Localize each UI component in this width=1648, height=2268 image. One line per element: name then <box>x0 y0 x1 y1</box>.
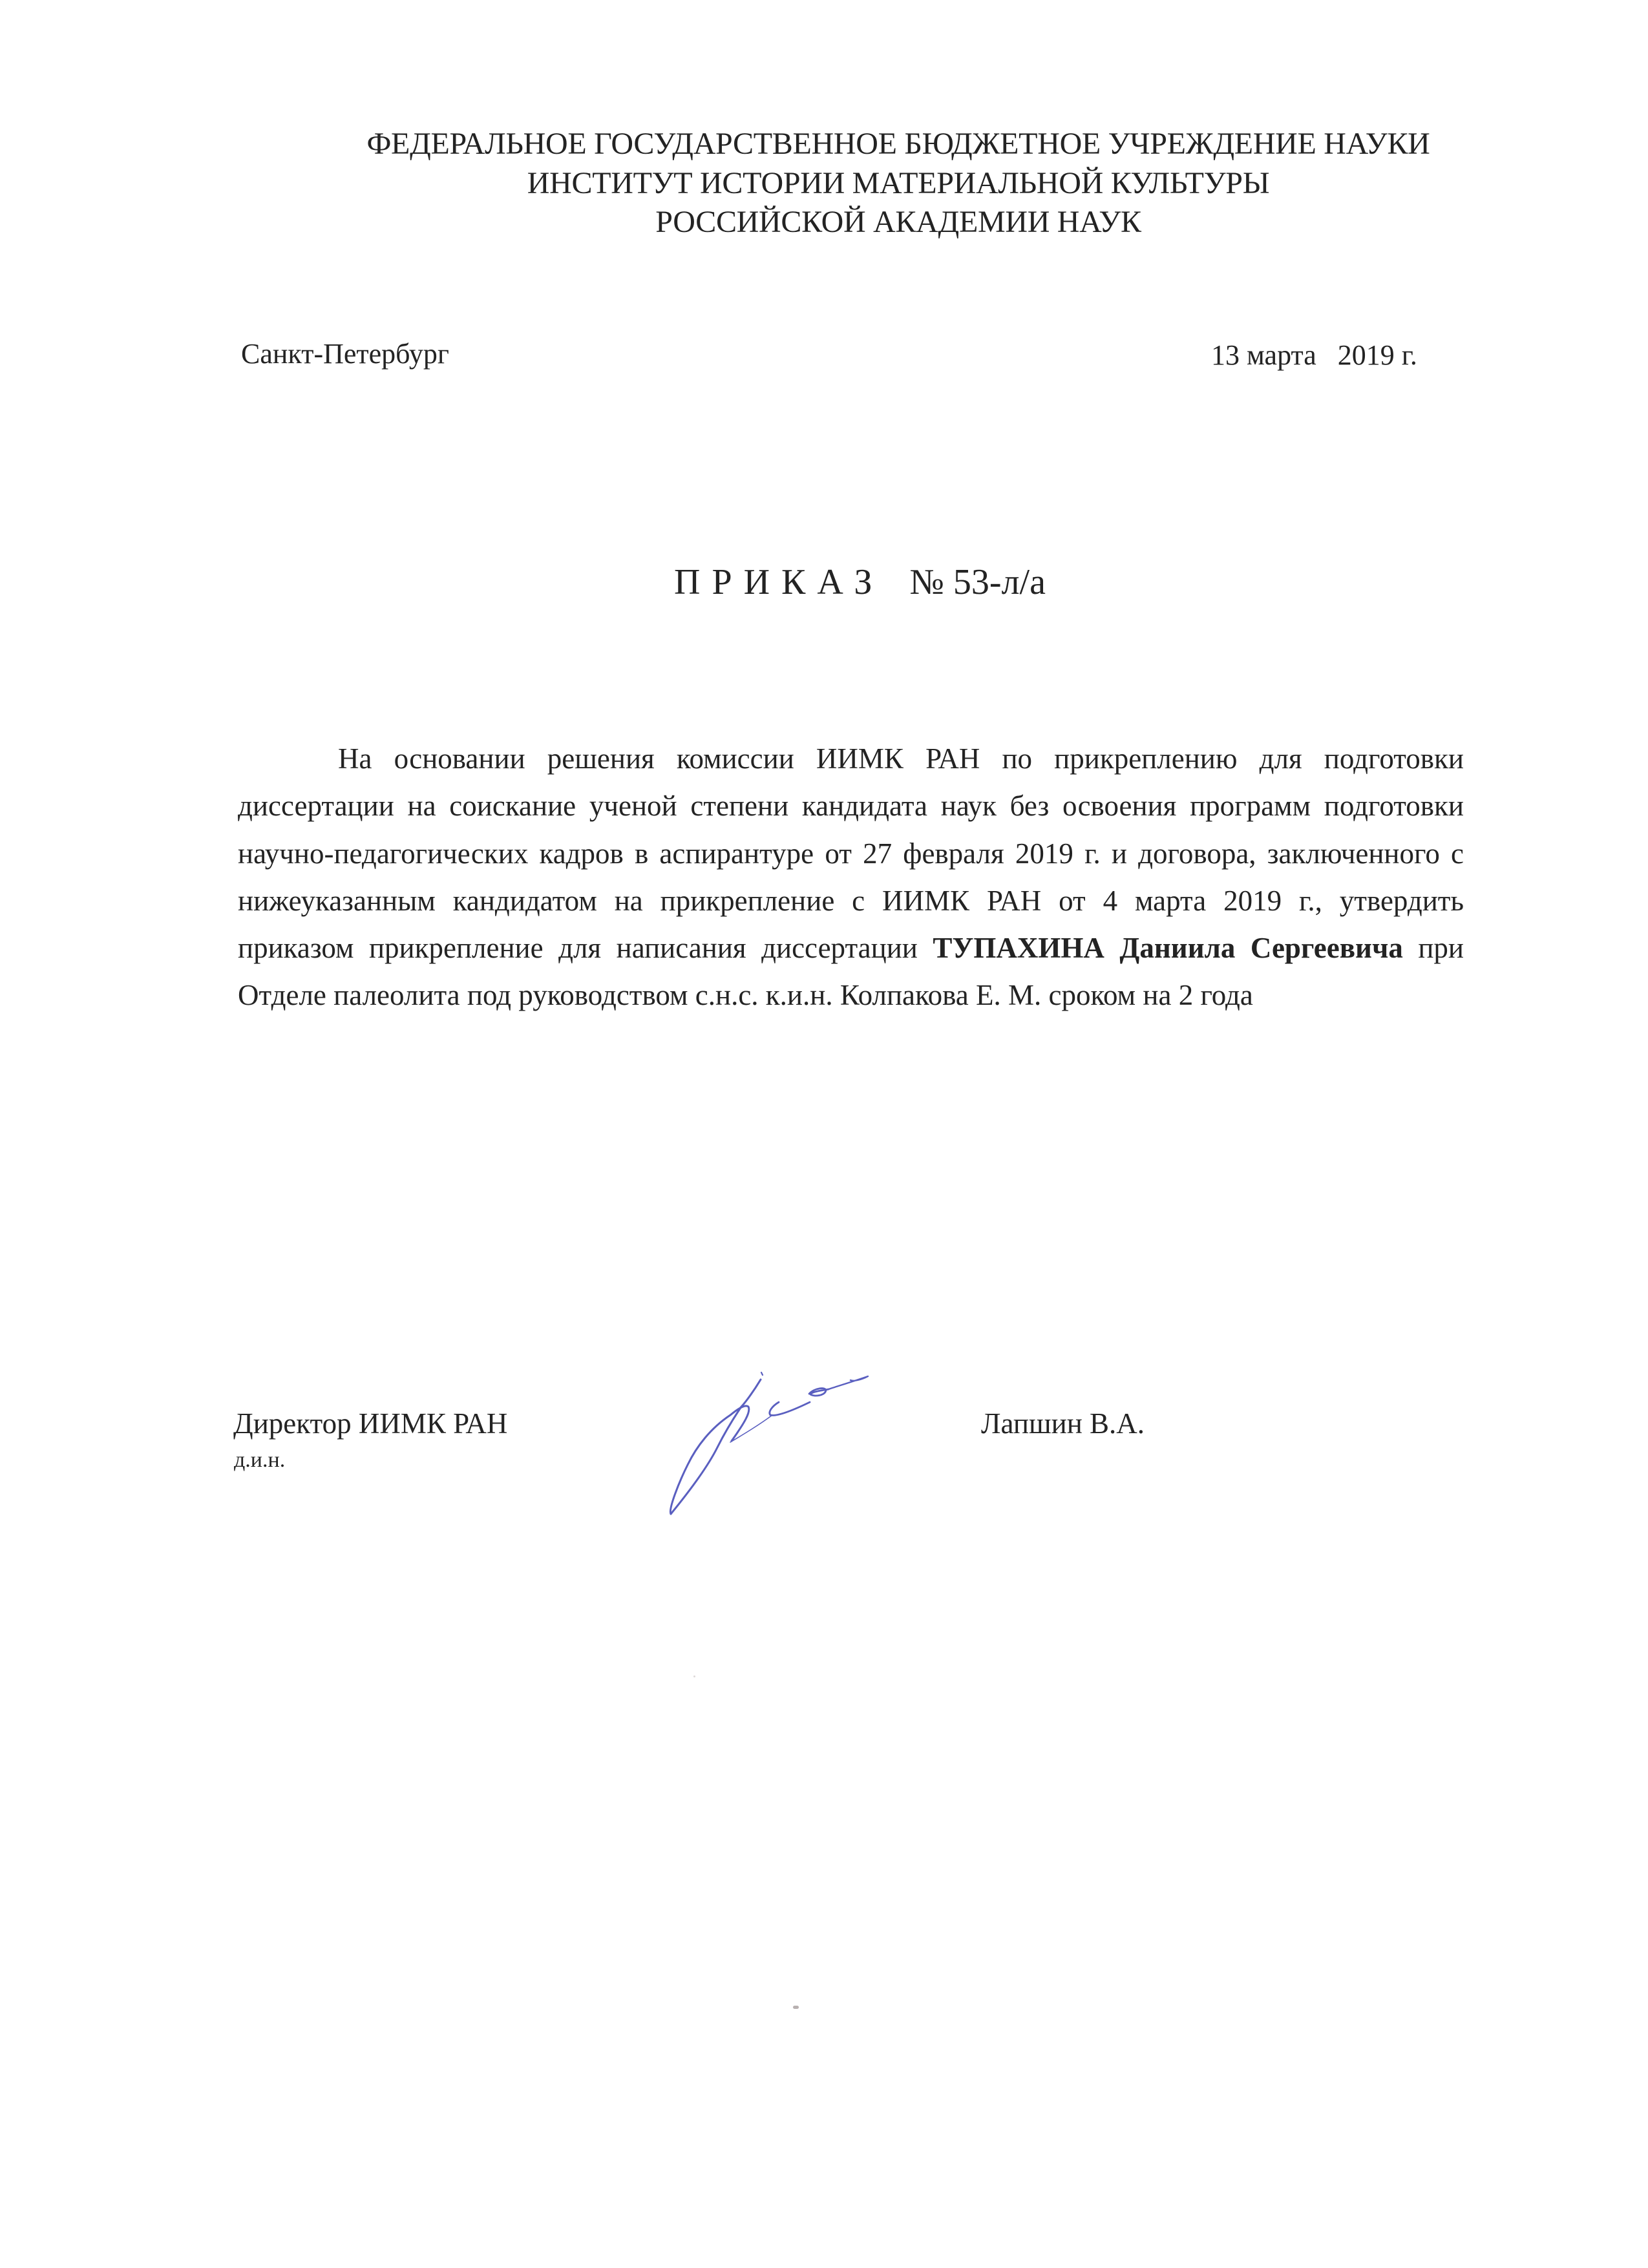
institution-header <box>317 125 1480 242</box>
signature-stroke-connector <box>730 1415 772 1442</box>
scan-speck <box>793 2006 799 2009</box>
header-line-3: РОССИЙСКОЙ АКАДЕМИИ НАУК <box>655 205 1141 239</box>
order-heading <box>674 561 1046 604</box>
signature-stroke-c <box>770 1402 810 1415</box>
signatory-degree: д.и.н. <box>234 1448 286 1472</box>
handwritten-signature <box>659 1363 879 1531</box>
signature-stroke-main <box>671 1380 761 1514</box>
body-intro: На основании решения комиссии ИИМК РАН по прикреплению для подготовки диссертации на соискание ученой степени кандидата наук без освоения программ подготовки научно-педагогических кадров в аспирантуре от 27 февраля 2019 г. и договора, заключенного с нижеуказанным кандидатом на прикрепление с ИИМК РАН от 4 марта 2019 г., утвердить приказом прикрепление для написания диссертации <box>238 742 1464 965</box>
signature-stroke-tick <box>761 1372 763 1375</box>
header-line-2: ИНСТИТУТ ИСТОРИИ МАТЕРИАЛЬНОЙ КУЛЬТУРЫ <box>527 165 1270 200</box>
issue-date: 13 марта 2019 г. <box>1211 339 1417 371</box>
signature-stroke-loop <box>809 1389 829 1396</box>
order-number: № 53-л/а <box>909 562 1046 602</box>
header-line-1: ФЕДЕРАЛЬНОЕ ГОСУДАРСТВЕННОЕ БЮДЖЕТНОЕ УЧРЕЖДЕНИЕ НАУКИ <box>366 127 1430 161</box>
signature-stroke-tail <box>829 1376 868 1389</box>
body-conclusion: при Отделе палеолита под руководством с.н.с. к.и.н. Колпакова Е. М. сроком на 2 года <box>238 932 1464 1012</box>
candidate-name: ТУПАХИНА Даниила Сергеевича <box>933 932 1403 965</box>
place-of-issue: Санкт-Петербург <box>241 338 449 370</box>
order-title: ПРИКАЗ <box>674 562 884 602</box>
signatory-name: Лапшин В.А. <box>981 1407 1145 1440</box>
scan-speck <box>693 1675 695 1677</box>
order-body <box>238 735 1464 1020</box>
signatory-position: Директор ИИМК РАН <box>233 1407 508 1440</box>
